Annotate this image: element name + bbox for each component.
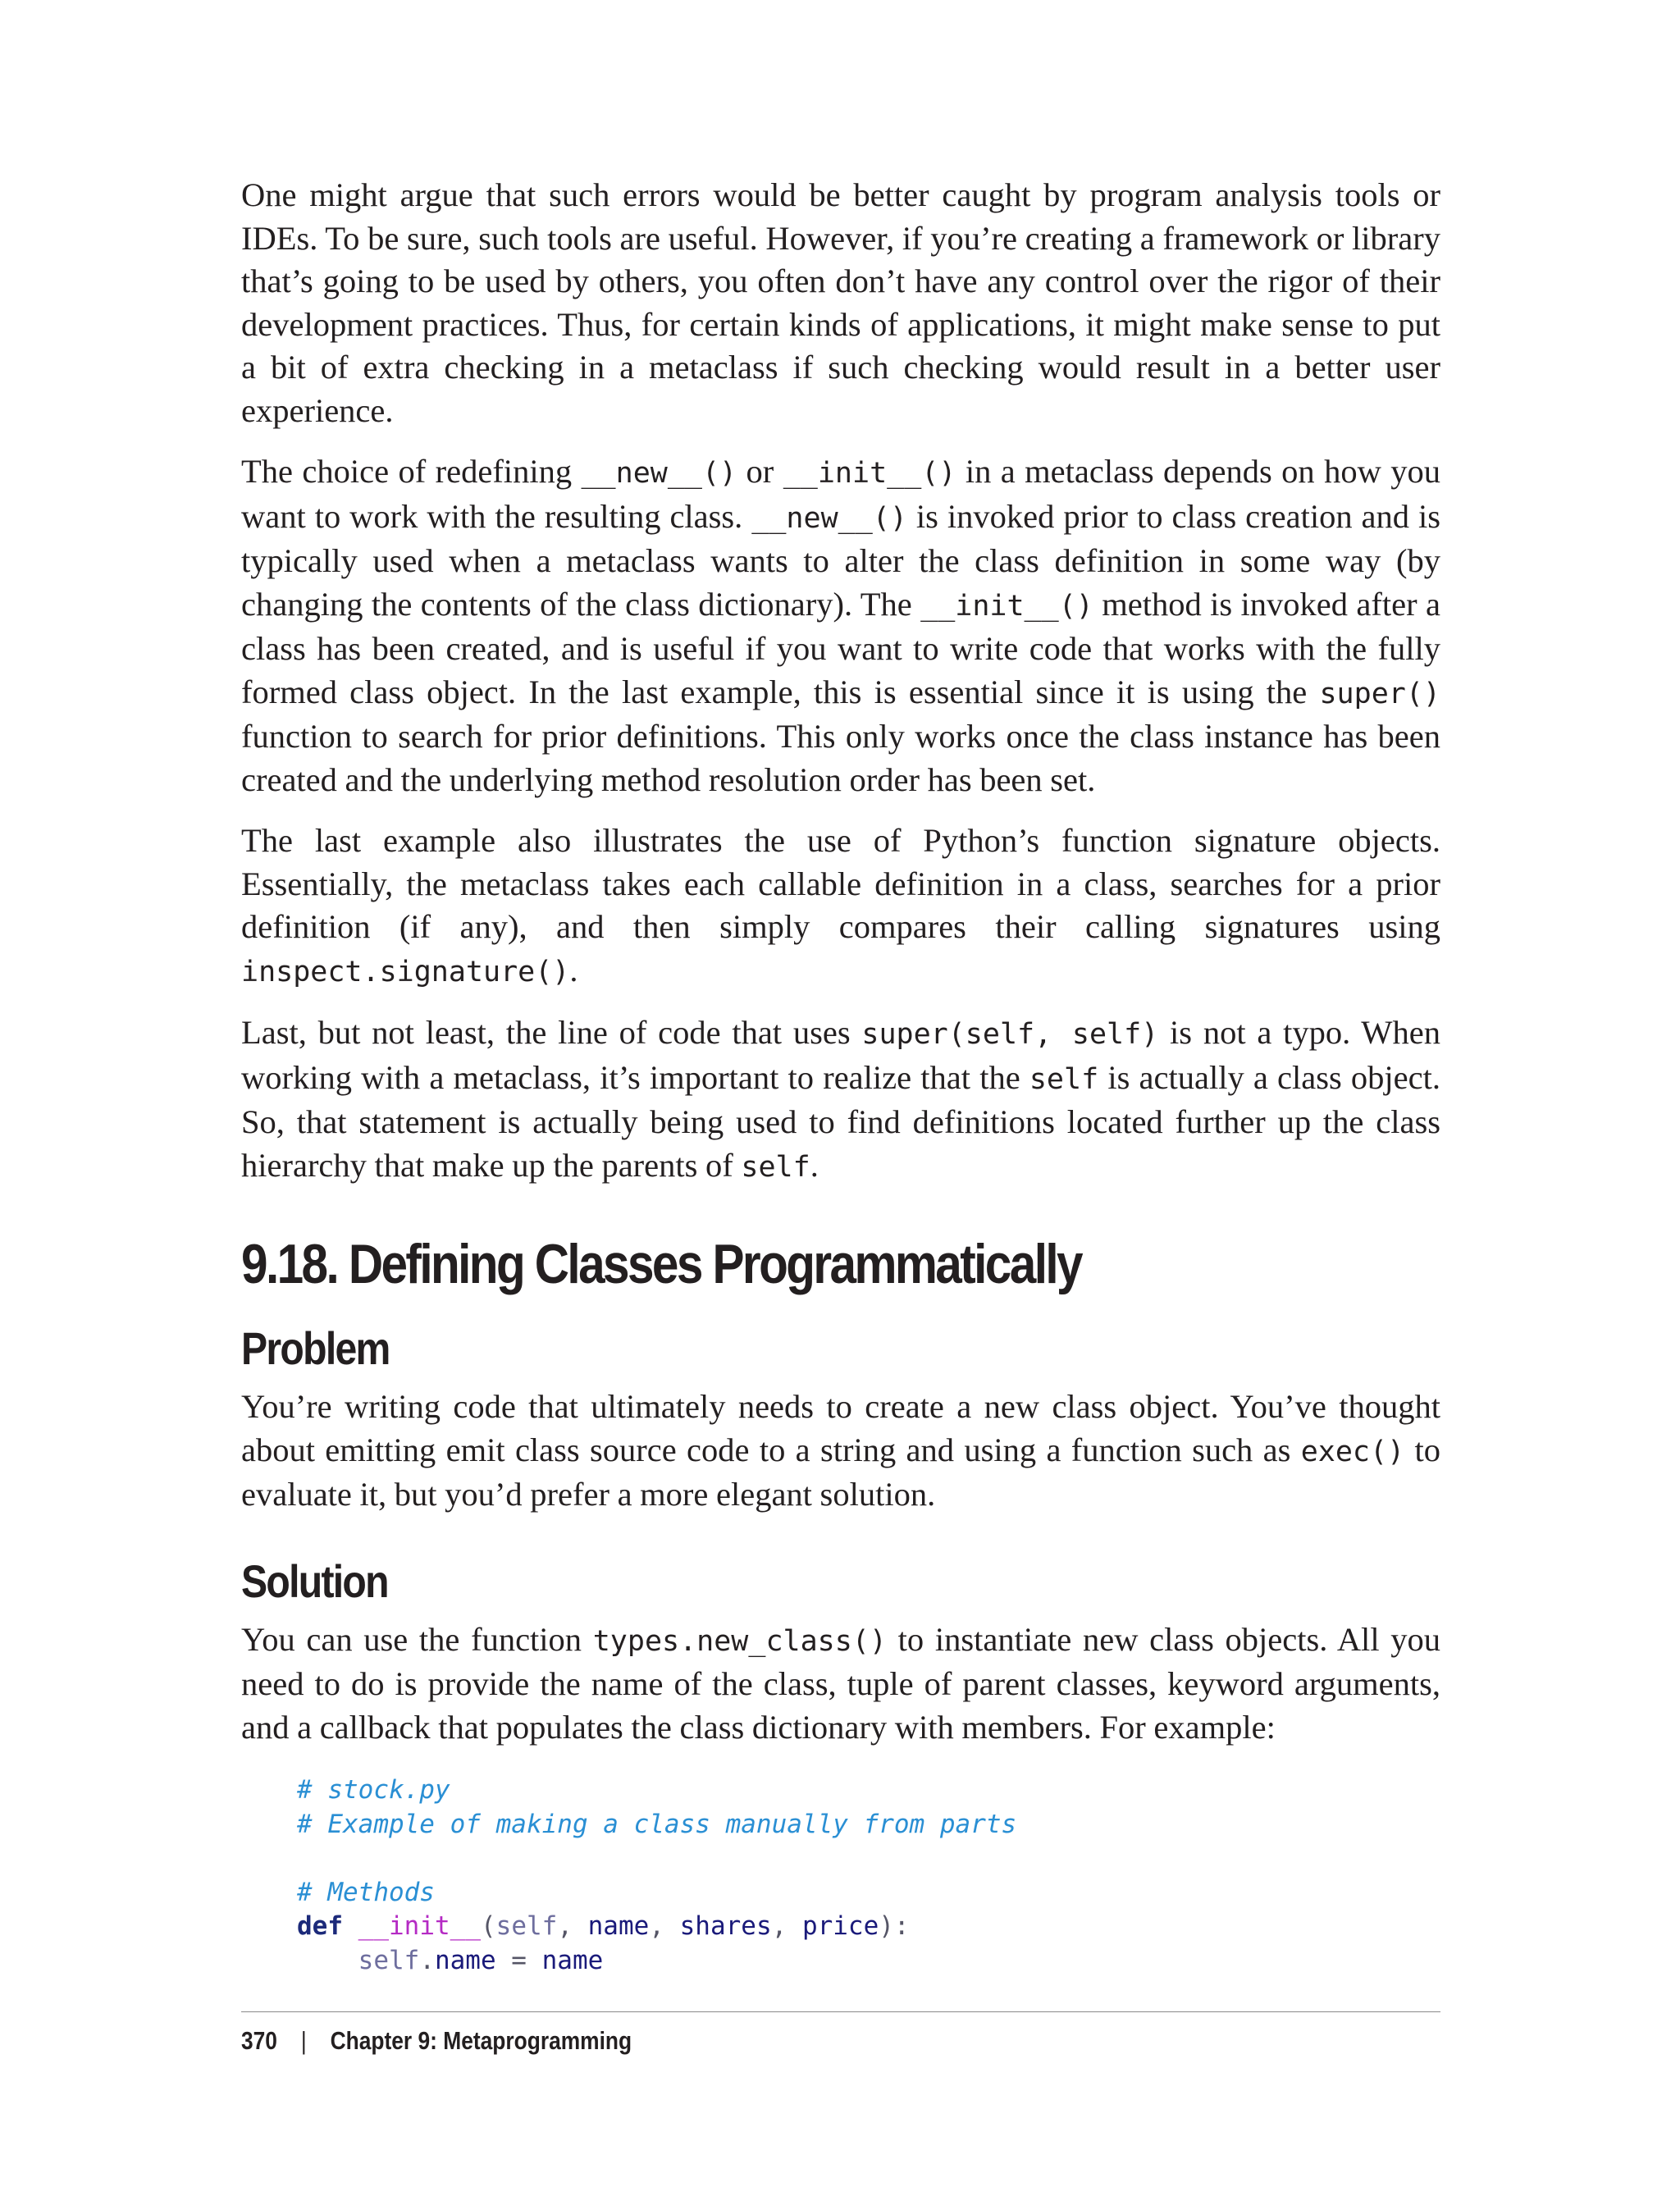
inline-code-init: __init__() <box>920 589 1093 623</box>
code-param: shares <box>679 1911 772 1941</box>
text-run: The last example also illustrates the use of Python’s function signature objects. Essentially, the metaclass takes each callable definition in a class, searches for a prior definition (if any), and then simply compares their calling signatures using <box>241 822 1440 945</box>
paragraph-signature-objects <box>241 819 1440 993</box>
page-number: 370 <box>241 2026 277 2055</box>
code-punct: , <box>557 1911 588 1941</box>
text-run: to instantiate new class objects. All you need to do is provide the name of the class, tuple of parent classes, keyword arguments, and a callback that populates the class dictionary with members. For example: <box>241 1620 1440 1746</box>
code-block <box>297 1774 1440 1978</box>
code-punct: = <box>495 1945 542 1975</box>
footer-separator: | <box>300 2026 307 2055</box>
problem-heading: Problem <box>241 1322 390 1374</box>
code-punct: , <box>649 1911 680 1941</box>
solution-paragraph <box>241 1618 1440 1750</box>
paragraph-super-self <box>241 1011 1440 1189</box>
text-run: You’re writing code that ultimately needs to create a new class object. You’ve thought about emitting emit class source code to a string and using a function such as <box>241 1388 1440 1468</box>
text-run: to evaluate it, but you’d prefer a more elegant solution. <box>241 1431 1440 1513</box>
inline-code-new: __new__() <box>581 457 737 490</box>
inline-code-self: self <box>1029 1062 1099 1096</box>
inline-code-super-self: super(self, self) <box>861 1018 1159 1051</box>
text-run: . <box>810 1146 819 1184</box>
text-run: or <box>737 453 783 490</box>
paragraph-text: One might argue that such errors would be better caught by program analysis tools or IDEs. To be sure, such tools are useful. However, if you’re creating a framework or library that’s going to be used by others, you often don’t have any control over the rigor of their development practices. Thus, for certain kinds of applications, it might make sense to put a bit of extra checking in a metaclass if such checking would result in a better user experience. <box>241 176 1440 429</box>
code-self: self <box>495 1911 558 1941</box>
code-value: name <box>541 1945 604 1975</box>
page-footer <box>241 2025 632 2057</box>
code-punct: . <box>419 1945 435 1975</box>
code-attr: name <box>434 1945 496 1975</box>
code-keyword: def <box>297 1911 343 1941</box>
solution-heading: Solution <box>241 1554 388 1607</box>
footer-rule <box>241 2011 1440 2012</box>
paragraph-new-vs-init <box>241 450 1440 801</box>
code-param: name <box>587 1911 650 1941</box>
text-run: is actually a class object. So, that statement is actually being used to find definitions located further up the class hierarchy that make up the parents of <box>241 1058 1441 1184</box>
chapter-label: Chapter 9: Metaprogramming <box>330 2026 632 2055</box>
code-punct: ): <box>879 1911 910 1941</box>
page-content <box>241 174 1440 1978</box>
code-comment: # stock.py <box>297 1775 450 1805</box>
inline-code-super: super() <box>1319 677 1440 710</box>
text-run: method is invoked after a class has been created, and is useful if you want to write code that works with the fully formed class object. In the last example, this is essential since it is using the <box>241 585 1440 710</box>
code-param: price <box>801 1911 879 1941</box>
problem-paragraph <box>241 1386 1440 1517</box>
text-run: function to search for prior definitions. This only works once the class instance has been created and the underlying method resolution order has been set. <box>241 718 1440 798</box>
text-run: in a metaclass depends on how you want to work with the resulting class. <box>241 453 1440 535</box>
text-run: . <box>569 951 578 988</box>
text-run: You can use the function <box>241 1620 593 1658</box>
text-run: The choice of redefining <box>241 453 582 490</box>
code-comment: # Methods <box>297 1877 435 1907</box>
section-title: 9.18. Defining Classes Programmatically <box>241 1233 1081 1295</box>
inline-code-inspect-signature: inspect.signature() <box>241 955 570 988</box>
code-function-name: __init__ <box>358 1911 481 1941</box>
text-run: is invoked prior to class creation and is typically used when a metaclass wants to alter the class definition in some way (by changing the contents of the class dictionary). The <box>241 497 1440 623</box>
inline-code-self: self <box>741 1150 810 1184</box>
inline-code-init: __init__() <box>783 457 956 490</box>
inline-code-exec: exec() <box>1300 1435 1405 1468</box>
paragraph-errors-caught <box>241 174 1440 432</box>
code-punct: , <box>771 1911 802 1941</box>
inline-code-new-class: types.new_class() <box>592 1624 887 1658</box>
inline-code-new: __new__() <box>751 501 907 535</box>
code-punct: ( <box>480 1911 496 1941</box>
code-self: self <box>358 1945 420 1975</box>
text-run: is not a typo. When working with a metaclass, it’s important to realize that the <box>241 1014 1440 1096</box>
text-run: Last, but not least, the line of code that uses <box>241 1014 862 1051</box>
code-comment: # Example of making a class manually from parts <box>297 1809 1017 1839</box>
